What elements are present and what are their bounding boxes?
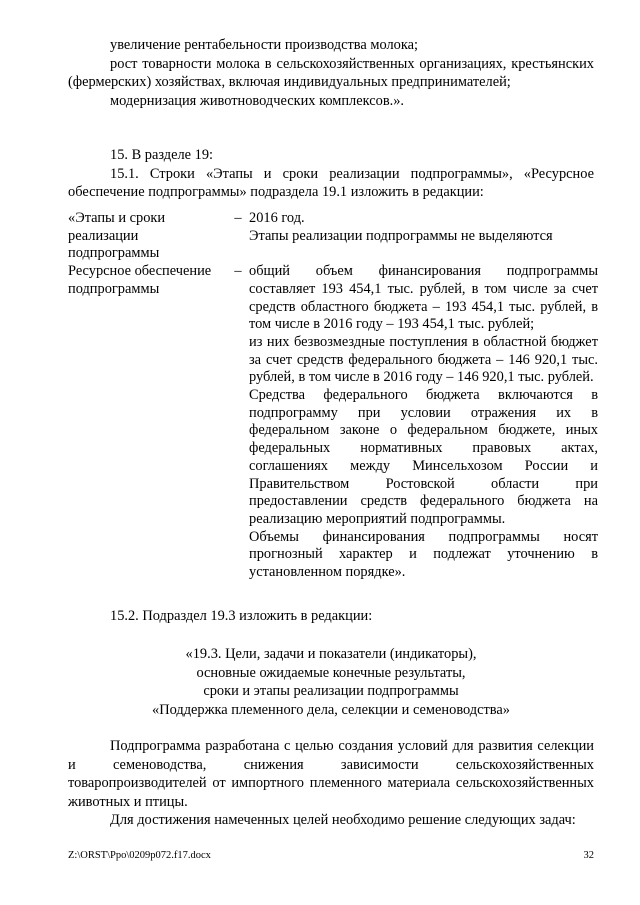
resources-para-3: Средства федерального бюджета включаются в подпрограмму при условии отражения их в федеральном законе о федеральном бюджете, иных федеральных нормативных правовых актах, соглашениях между Минсельхозом России и Правительством Ростовской области при предоставлении средств федерального бюджета на реализацию мероприятий подпрограммы. [249, 387, 598, 527]
table-row-resources [68, 263, 598, 582]
resources-para-1: общий объем финансирования подпрограммы составляет 193 454,1 тыс. рублей, в том числе за счет средств областного бюджета – 193 454,1 тыс. рублей, в том числе в 2016 году – 193 454,1 тыс. рублей; [249, 263, 598, 333]
intro-block [68, 36, 594, 110]
section-15-block [68, 146, 594, 202]
row-value-resources [245, 263, 598, 582]
section-15-2-heading: 15.2. Подраздел 19.3 изложить в редакции: [110, 608, 373, 624]
title-line-4: «Поддержка племенного дела, селекции и семеноводства» [152, 701, 510, 718]
file-path: Z:\ORST\Ppo\0209p072.f17.docx [68, 850, 211, 861]
stages-note: Этапы реализации подпрограммы не выделяются [249, 227, 553, 244]
passport-table [68, 210, 598, 582]
page-number: 32 [583, 850, 594, 861]
subsection-title [68, 645, 594, 719]
resources-para-2: из них безвозмездные поступления в областной бюджет за счет средств федерального бюджета – 146 920,1 тыс. рублей, в том числе в 2016 году – 146 920,1 тыс. рублей. [249, 333, 598, 386]
intro-line-3: модернизация животноводческих комплексов.». [110, 92, 405, 109]
table-row-stages [68, 210, 598, 263]
page-footer [68, 850, 594, 861]
title-line-3: сроки и этапы реализации подпрограммы [203, 683, 459, 699]
intro-line-1: увеличение рентабельности производства молока; [110, 37, 419, 53]
title-line-1: «19.3. Цели, задачи и показатели (индикаторы), [185, 646, 477, 662]
resources-para-4: Объемы финансирования подпрограммы носят прогнозный характер и подлежат уточнению в установленном порядке». [249, 528, 598, 581]
body-block [68, 737, 594, 830]
row-value-stages [245, 210, 598, 245]
section-15-heading: 15. В разделе 19: [110, 147, 214, 163]
row-dash-stages: – [234, 210, 242, 226]
body-para-1: Подпрограмма разработана с целью создания условий для развития селекции и семеноводства, снижения зависимости сельскохозяйственных товаропроизводителей от импортного племенного материала сельскохозяйственных животных и птицы. [68, 738, 594, 810]
row-label-stages: «Этапы и сроки реализации подпрограммы [68, 210, 166, 262]
row-dash-resources: – [234, 263, 242, 280]
stages-year: 2016 год. [249, 210, 305, 226]
title-line-2: основные ожидаемые конечные результаты, [196, 664, 466, 681]
body-para-2: Для достижения намеченных целей необходимо решение следующих задач: [110, 812, 576, 828]
section-15-2-block [68, 607, 594, 626]
intro-line-2: рост товарности молока в сельскохозяйственных организациях, крестьянских (фермерских) хозяйствах, включая индивидуальных предпринимателей; [68, 55, 594, 90]
row-label-resources: Ресурсное обеспечение подпрограммы [68, 263, 212, 297]
section-15-1-text: 15.1. Строки «Этапы и сроки реализации подпрограммы», «Ресурсное обеспечение подпрограммы» подраздела 19.1 изложить в редакции: [68, 165, 594, 200]
